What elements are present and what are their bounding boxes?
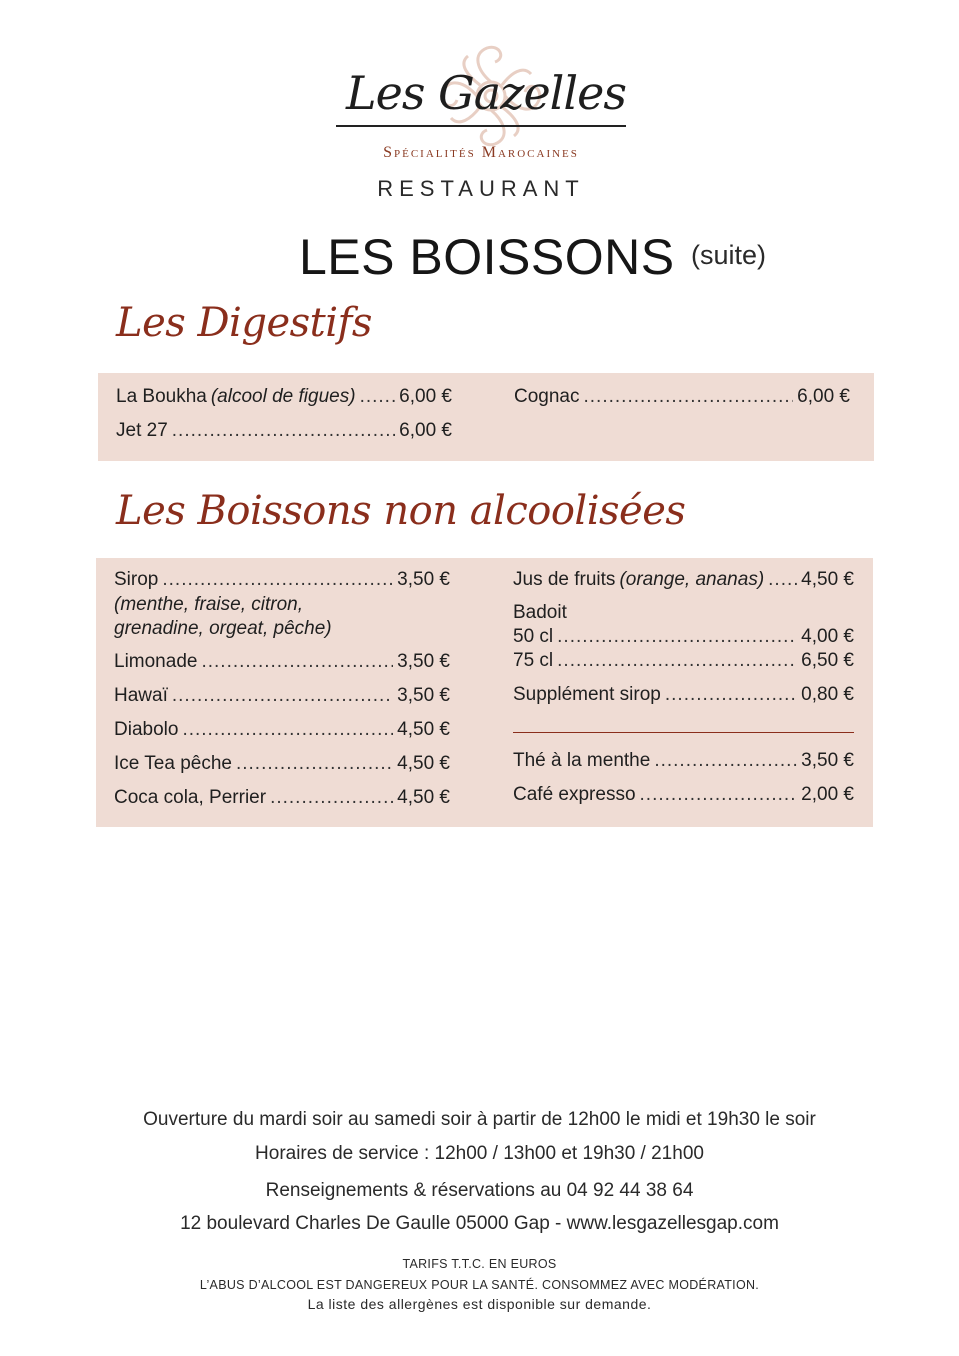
- item-name: La Boukha: [116, 386, 207, 407]
- leader-dots: [182, 719, 393, 741]
- logo-wordmark: Les Gazelles: [346, 66, 626, 120]
- leader-dots: [236, 753, 393, 775]
- menu-item: [514, 386, 850, 408]
- item-note: (alcool de figues): [210, 386, 356, 407]
- menu-item: [114, 787, 450, 809]
- item-price: 3,50 €: [397, 651, 450, 672]
- menu-item: [114, 685, 450, 707]
- item-name: Jus de fruits: [513, 569, 616, 590]
- item-note: grenadine, orgeat, pêche): [114, 618, 332, 639]
- item-price: 6,00 €: [797, 386, 850, 407]
- item-name: Jet 27: [116, 420, 168, 441]
- item-name: 50 cl: [513, 626, 554, 647]
- item-name: Supplément sirop: [513, 684, 661, 705]
- item-price: 3,50 €: [801, 750, 854, 771]
- menu-item: [513, 626, 854, 648]
- leader-dots: [665, 684, 797, 706]
- alcohol-warning: L’ABUS D’ALCOOL EST DANGEREUX POUR LA SANTÉ. CONSOMMEZ AVEC MODÉRATION.: [199, 1278, 760, 1292]
- menu-item: [513, 569, 854, 591]
- leader-dots: [557, 650, 797, 672]
- page-title-suffix: (suite): [691, 240, 767, 270]
- item-note: (orange, ananas): [619, 569, 765, 590]
- item-price: 0,80 €: [801, 684, 854, 705]
- item-name: Diabolo: [114, 719, 179, 740]
- item-price: 6,50 €: [801, 650, 854, 671]
- menu-item: [116, 386, 452, 408]
- item-name: Hawaï: [114, 685, 168, 706]
- menu-item: [513, 784, 854, 806]
- item-name: 75 cl: [513, 650, 554, 671]
- item-price: 4,00 €: [801, 626, 854, 647]
- item-name: Sirop: [114, 569, 159, 590]
- item-price: 4,50 €: [801, 569, 854, 590]
- leader-dots: [172, 420, 395, 442]
- menu-item: [114, 651, 450, 673]
- page-title: LES BOISSONS: [299, 229, 675, 285]
- logo-underline: [336, 125, 626, 127]
- leader-dots: [557, 626, 797, 648]
- item-price: 2,00 €: [801, 784, 854, 805]
- item-group-label: Badoit: [513, 602, 567, 623]
- item-name: Coca cola, Perrier: [114, 787, 267, 808]
- logo-restaurant-label: RESTAURANT: [377, 176, 585, 201]
- leader-dots: [172, 685, 393, 707]
- item-price: 4,50 €: [397, 787, 450, 808]
- leader-dots: [640, 784, 798, 806]
- reservation-phone: Renseignements & réservations au 04 92 44 38 64: [265, 1180, 694, 1201]
- leader-dots: [162, 569, 393, 591]
- item-price: 3,50 €: [397, 569, 450, 590]
- menu-item: [114, 569, 450, 591]
- item-name: Cognac: [514, 386, 580, 407]
- section-title-non-alcoolisees: Les Boissons non alcoolisées: [116, 488, 686, 534]
- item-price: 6,00 €: [399, 386, 452, 407]
- item-name: Thé à la menthe: [513, 750, 651, 771]
- menu-item: [513, 684, 854, 706]
- menu-item: [114, 753, 450, 775]
- tarifs-notice: TARIFS T.T.C. EN EUROS: [402, 1257, 557, 1271]
- service-hours: Horaires de service : 12h00 / 13h00 et 19h30 / 21h00: [255, 1143, 704, 1164]
- section-divider: [513, 732, 854, 733]
- item-price: 3,50 €: [397, 685, 450, 706]
- item-price: 4,50 €: [397, 753, 450, 774]
- item-note: (menthe, fraise, citron,: [114, 594, 304, 615]
- menu-item: [513, 650, 854, 672]
- item-price: 4,50 €: [397, 719, 450, 740]
- leader-dots: [584, 386, 794, 408]
- item-name: Limonade: [114, 651, 198, 672]
- logo-tagline: Spécialités Marocaines: [383, 144, 579, 161]
- menu-item: [513, 750, 854, 772]
- leader-dots: [768, 569, 797, 591]
- menu-item: [114, 719, 450, 741]
- menu-item: [116, 420, 452, 442]
- item-name: Ice Tea pêche: [114, 753, 232, 774]
- leader-dots: [270, 787, 393, 809]
- address-website: 12 boulevard Charles De Gaulle 05000 Gap - www.lesgazellesgap.com: [180, 1213, 779, 1234]
- leader-dots: [654, 750, 797, 772]
- section-title-digestifs: Les Digestifs: [116, 300, 372, 346]
- opening-hours: Ouverture du mardi soir au samedi soir à partir de 12h00 le midi et 19h30 le soir: [143, 1109, 816, 1130]
- item-price: 6,00 €: [399, 420, 452, 441]
- item-name: Café expresso: [513, 784, 636, 805]
- leader-dots: [360, 386, 396, 408]
- allergen-notice: La liste des allergènes est disponible sur demande.: [307, 1296, 652, 1312]
- leader-dots: [201, 651, 393, 673]
